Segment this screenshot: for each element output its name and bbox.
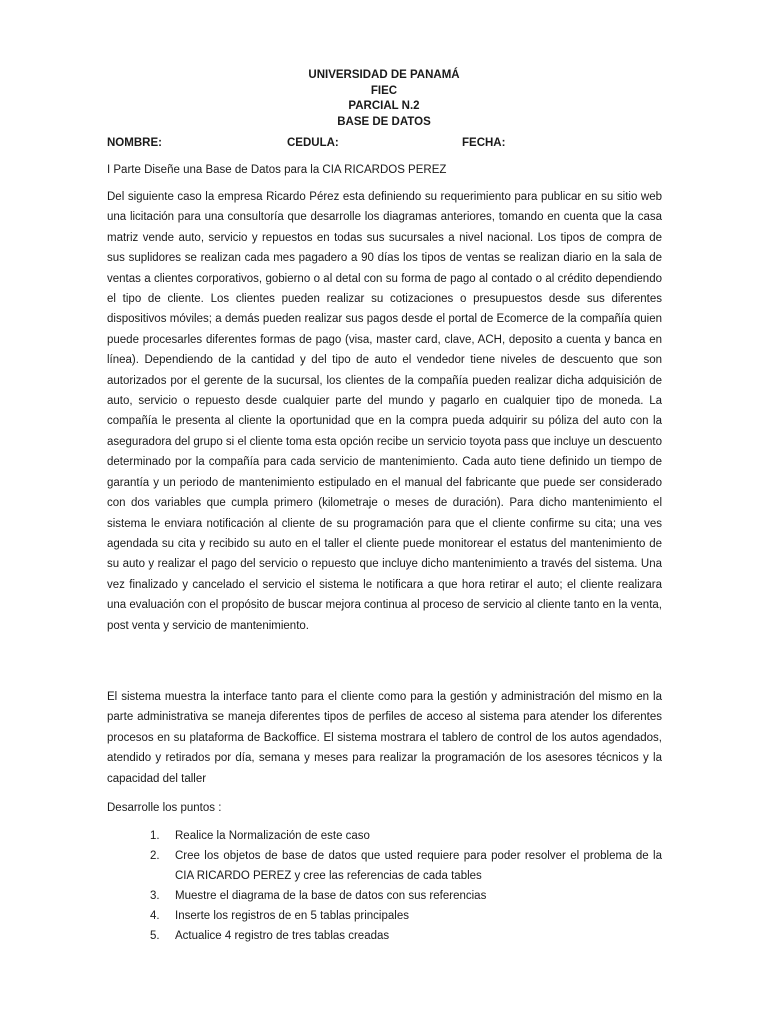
list-item-number: 2.	[150, 850, 160, 862]
list-item-text: Muestre el diagrama de la base de datos con sus referencias	[175, 890, 487, 902]
list-item	[150, 906, 662, 926]
case-description-paragraph: Del siguiente caso la empresa Ricardo Pérez esta definiendo su requerimiento para publicar en su sitio web una licitación para una consultoría que desarrolle los diagramas anteriores, tomando en cuenta que la casa matriz vende auto, servicio y repuestos en todas sus sucursales a nivel nacional. Los tipos de compra de sus suplidores se realizan cada mes pagadero a 90 días los tipos de ventas se realizan diario en la sala de ventas a clientes corporativos, gobierno o al detal con su forma de pago al contado o al crédito dependiendo el tipo de cliente. Los clientes pueden realizar su cotizaciones o presupuestos desde sus diferentes dispositivos móviles; a demás pueden realizar sus pagos desde el portal de Ecomerce de la compañía quien puede procesarles diferentes formas de pago (visa, master card, clave, ACH, deposito a cuenta y banca en línea). Dependiendo de la cantidad y del tipo de auto el vendedor tiene niveles de descuento que son autorizados por el gerente de la sucursal, los clientes de la compañía pueden realizar dicha adquisición de auto, servicio o repuesto desde cualquier parte del mundo y pagarlo en cualquier tipo de moneda. La compañía le presenta al cliente la oportunidad que en la compra pueda adquirir su póliza del auto con la aseguradora del grupo si el cliente toma esta opción recibe un servicio toyota pass que incluye un descuento determinado por la compañía para cada servicio de mantenimiento. Cada auto tiene definido un tiempo de garantía y un periodo de mantenimiento estipulado en el manual del fabricante que puede ser considerado con dos variables que cumpla primero (kilometraje o meses de duración). Para dicho mantenimiento el sistema le enviara notificación al cliente de su programación para que el cliente confirme su cita; una ves agendada su cita y recibido su auto en el taller el cliente puede monitorear el estatus del mantenimiento de su auto y realizar el pago del servicio o repuesto que incluye dicho mantenimiento a través del sistema. Una vez finalizado y cancelado el servicio el sistema le notificara a que hora retirar el auto; el cliente realizara una evaluación con el propósito de buscar mejora continua al proceso de servicio al cliente tanto en la venta, post venta y servicio de mantenimiento.	[107, 191, 662, 632]
list-item-number: 4.	[150, 910, 160, 922]
list-item-text: Inserte los registros de en 5 tablas principales	[175, 910, 409, 922]
points-list	[150, 826, 662, 946]
system-description-paragraph: El sistema muestra la interface tanto para el cliente como para la gestión y administración del mismo en la parte administrativa se maneja diferentes tipos de perfiles de acceso al sistema para atender los diferentes procesos en su plataforma de Backoffice. El sistema mostrara el tablero de control de los autos agendados, atendido y retirados por día, semana y meses para realizar la programación de los asesores técnicos y la capacidad del taller	[107, 691, 662, 785]
list-item-number: 5.	[150, 930, 160, 942]
exam-title: PARCIAL N.2	[348, 100, 420, 112]
faculty-name: FIEC	[370, 84, 398, 97]
fecha-label: FECHA:	[462, 137, 506, 149]
student-fields	[107, 137, 667, 155]
document-header	[0, 68, 768, 130]
points-intro: Desarrolle los puntos :	[107, 802, 222, 814]
nombre-label: NOMBRE:	[107, 137, 162, 149]
list-item-text: Realice la Normalización de este caso	[175, 830, 370, 842]
list-item	[150, 886, 662, 906]
cedula-label: CEDULA:	[287, 137, 339, 149]
section-title: I Parte Diseñe una Base de Datos para la CIA RICARDOS PEREZ	[107, 164, 447, 176]
list-item-number: 1.	[150, 830, 160, 842]
list-item-number: 3.	[150, 890, 160, 902]
university-name: UNIVERSIDAD DE PANAMÁ	[308, 69, 460, 81]
list-item	[150, 826, 662, 846]
list-item-text: Cree los objetos de base de datos que usted requiere para poder resolver el problema de la CIA RICARDO PEREZ y cree las referencias de cada tables	[175, 850, 662, 882]
list-item	[150, 926, 662, 946]
course-title: BASE DE DATOS	[337, 115, 431, 128]
list-item	[150, 846, 662, 886]
list-item-text: Actualice 4 registro de tres tablas creadas	[175, 930, 390, 942]
